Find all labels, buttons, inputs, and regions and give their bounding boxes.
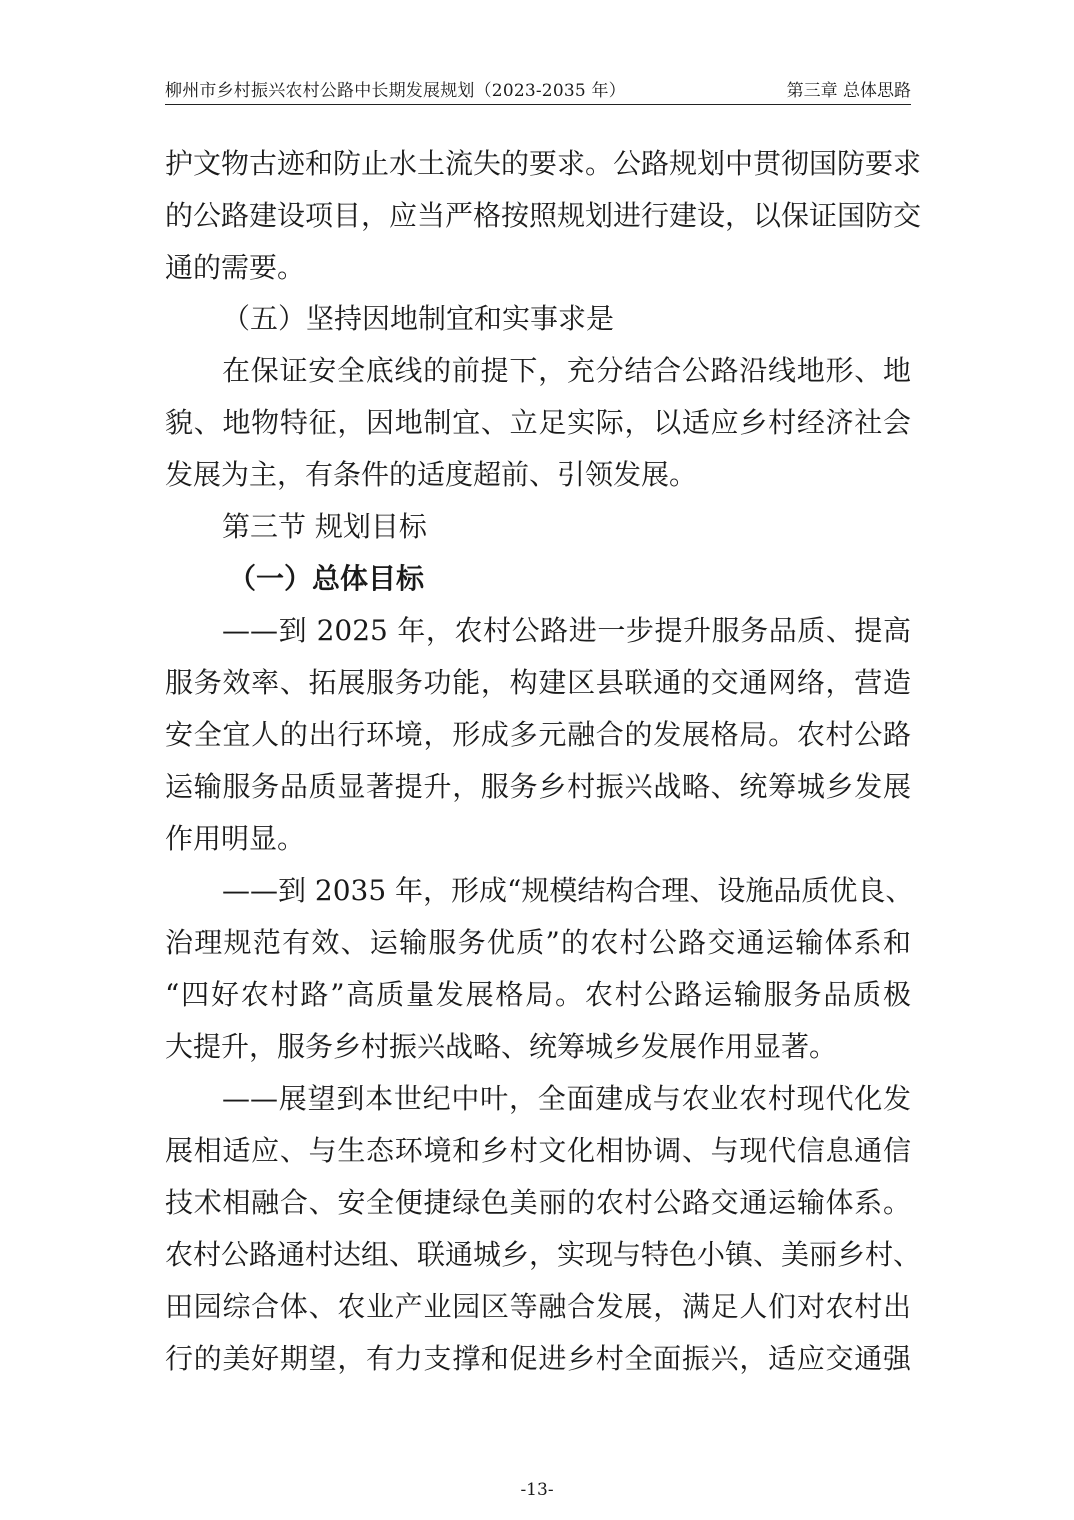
body-text-line: 护文物古迹和防止水土流失的要求。公路规划中贯彻国防要求 (165, 147, 922, 180)
body-text-line: 通的需要。 (165, 251, 306, 284)
body-text-line: 大提升，服务乡村振兴战略、统筹城乡发展作用显著。 (165, 1030, 838, 1063)
body-text-line: “四好农村路”高质量发展格局。农村公路运输服务品质极 (165, 978, 911, 1011)
body-text-line: 田园综合体、农业产业园区等融合发展，满足人们对农村出 (165, 1290, 911, 1323)
body-text-line: ——到 2025 年，农村公路进一步提升服务品质、提高 (222, 614, 911, 647)
body-text-line: 貌、地物特征，因地制宜、立足实际，以适应乡村经济社会 (165, 406, 911, 439)
body-text-line: 农村公路通村达组、联通城乡，实现与特色小镇、美丽乡村、 (165, 1238, 922, 1271)
body-text-line: 治理规范有效、运输服务优质”的农村公路交通运输体系和 (165, 926, 911, 959)
body-text-line: 服务效率、拓展服务功能，构建区县联通的交通网络，营造 (165, 666, 911, 699)
page-number: -13- (520, 1480, 554, 1500)
body-text-line: 发展为主，有条件的适度超前、引领发展。 (165, 458, 698, 491)
subsection-heading-five: （五）坚持因地制宜和实事求是 (222, 302, 615, 335)
body-text-line: 展相适应、与生态环境和乡村文化相协调、与现代信息通信 (165, 1134, 911, 1167)
body-text-line: 的公路建设项目，应当严格按照规划进行建设，以保证国防交 (165, 199, 922, 232)
body-text-line: 技术相融合、安全便捷绿色美丽的农村公路交通运输体系。 (165, 1186, 911, 1219)
body-text-line: 在保证安全底线的前提下，充分结合公路沿线地形、地 (222, 354, 911, 387)
header-chapter-title: 第三章 总体思路 (786, 81, 911, 101)
body-text-line: 运输服务品质显著提升，服务乡村振兴战略、统筹城乡发展 (165, 770, 911, 803)
body-text-line: 作用明显。 (165, 822, 306, 855)
subsection-heading-one: （一）总体目标 (228, 562, 425, 595)
body-text-line: 行的美好期望，有力支撑和促进乡村全面振兴，适应交通强 (165, 1342, 911, 1375)
body-text-line: ——到 2035 年，形成“规模结构合理、设施品质优良、 (222, 874, 914, 907)
header-document-title: 柳州市乡村振兴农村公路中长期发展规划（2023-2035 年） (165, 81, 626, 101)
body-text-line: ——展望到本世纪中叶，全面建成与农业农村现代化发 (222, 1082, 911, 1115)
section-heading: 第三节 规划目标 (222, 510, 427, 543)
page-header (165, 70, 911, 105)
body-text-line: 安全宜人的出行环境，形成多元融合的发展格局。农村公路 (165, 718, 911, 751)
